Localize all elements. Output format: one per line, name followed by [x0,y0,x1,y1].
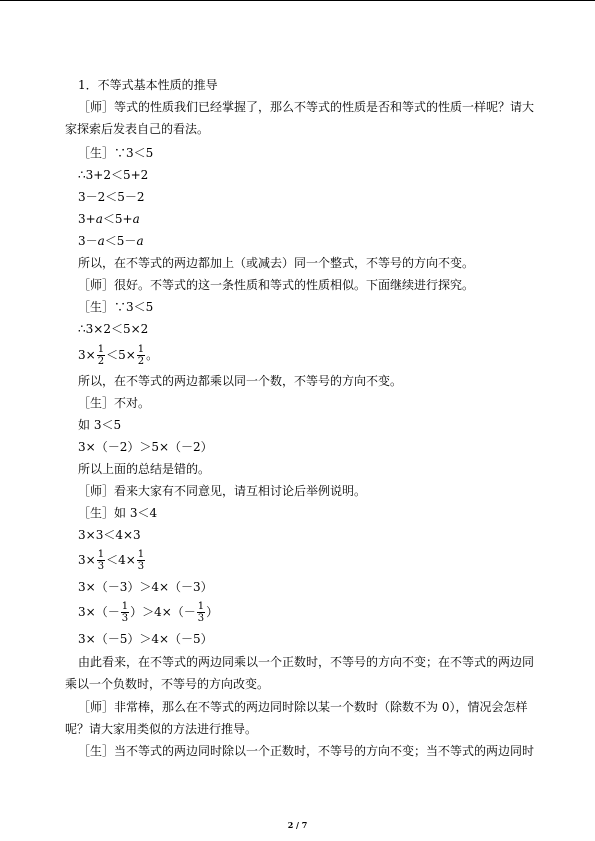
paragraph-line: 所以上面的总结是错的。 [78,462,211,476]
fraction [197,601,205,624]
paragraph-line: 呢？请大家用类似的方法进行推导。 [65,722,258,736]
fraction-denominator: 2 [137,356,145,367]
paragraph-line: ∴3+2＜5+2 [78,168,149,182]
paragraph-line: 所以，在不等式的两边都加上（或减去）同一个整式，不等号的方向不变。 [78,256,475,270]
fraction [137,549,145,572]
fraction [121,601,129,624]
math-text: ＜5× [106,348,136,362]
math-text: ） [206,605,219,619]
fraction-numerator: 1 [197,601,205,612]
fraction-numerator: 1 [97,549,105,560]
paragraph-line: ［师］等式的性质我们已经掌握了，那么不等式的性质是否和等式的性质一样呢？请大 [78,100,535,114]
paragraph-line: 乘以一个负数时，不等号的方向改变。 [65,677,270,691]
top-border [0,0,595,1]
fraction [97,344,105,367]
fraction-denominator: 3 [197,613,205,624]
paragraph-line [78,342,158,368]
paragraph-line: 如 3＜5 [78,418,122,432]
paragraph-line: 3×（－3）＞4×（－3） [78,580,213,594]
paragraph-line: 3×3＜4×3 [78,528,141,542]
paragraph-line: 3×（－5）＞4×（－5） [78,632,213,646]
paragraph-line [78,599,218,625]
paragraph-line: 由此看来，在不等式的两边同乘以一个正数时，不等号的方向不变；在不等式的两边同 [78,655,535,669]
paragraph-line: ［师］很好。不等式的这一条性质和等式的性质相似。下面继续进行探究。 [78,278,475,292]
page-number: 2 / 7 [287,820,308,830]
math-text: 3－ [78,234,98,248]
paragraph-line: 3－2＜5－2 [78,190,145,204]
math-variable: a [95,212,103,226]
math-variable: a [132,212,140,226]
fraction-denominator: 3 [121,613,129,624]
paragraph-line: ［师］看来大家有不同意见，请互相讨论后举例说明。 [78,484,367,498]
fraction-numerator: 1 [137,344,145,355]
paragraph-line: ［生］∵3＜5 [78,300,154,314]
paragraph-line: ［生］如 3＜4 [78,506,158,520]
math-text: ＜5－ [104,234,137,248]
fraction-numerator: 1 [137,549,145,560]
fraction [137,344,145,367]
math-variable: a [97,234,105,248]
math-text: ＜4× [106,553,136,567]
math-text: 。 [146,348,159,362]
paragraph-line: ∴3×2＜5×2 [78,322,149,336]
paragraph-line: 家探索后发表自己的看法。 [65,122,210,136]
math-text: ）＞4×（－ [130,605,196,619]
paragraph-line: ［生］∵3＜5 [78,146,154,160]
paragraph-line: ［师］非常棒，那么在不等式的两边同时除以某一个数时（除数不为 0），情况会怎样 [78,700,528,714]
math-text: 3× [78,553,96,567]
paragraph-line [78,212,140,226]
math-text: 3× [78,348,96,362]
fraction-numerator: 1 [97,344,105,355]
fraction-denominator: 2 [97,356,105,367]
paragraph-line: ［生］当不等式的两边同时除以一个正数时，不等号的方向不变；当不等式的两边同时 [78,744,535,758]
fraction-denominator: 3 [97,561,105,572]
math-text: ＜5+ [102,212,133,226]
fraction-denominator: 3 [137,561,145,572]
paragraph-line: 3×（－2）＞5×（－2） [78,440,213,454]
math-variable: a [136,234,144,248]
paragraph-line [78,547,146,573]
paragraph-line [78,234,144,248]
section-heading: 1．不等式基本性质的推导 [78,78,218,92]
paragraph-line: ［生］不对。 [78,396,151,410]
fraction-numerator: 1 [121,601,129,612]
math-text: 3×（－ [78,605,120,619]
paragraph-line: 所以，在不等式的两边都乘以同一个数，不等号的方向不变。 [78,374,403,388]
math-text: 3+ [78,212,96,226]
fraction [97,549,105,572]
